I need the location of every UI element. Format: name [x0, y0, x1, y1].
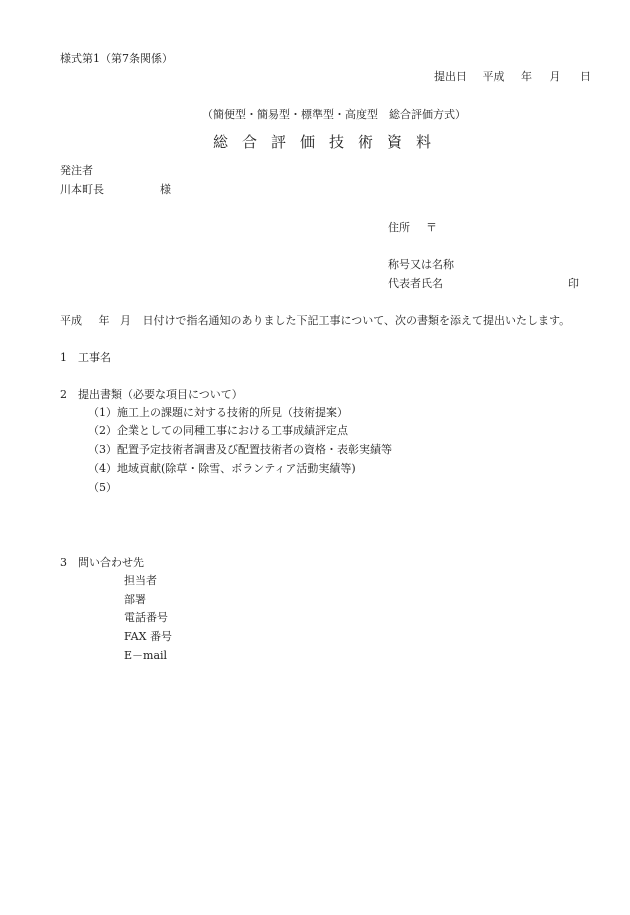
intro-year: 年 — [98, 314, 110, 327]
intro-era: 平成 — [60, 314, 82, 327]
intro-month: 月 — [120, 314, 131, 327]
client-label: 発注者 — [60, 164, 93, 177]
submission-date-day: 日 — [580, 70, 591, 83]
contact-item: FAX 番号 — [124, 630, 172, 643]
client-name: 川本町長 — [60, 183, 104, 196]
submission-date-year: 年 — [521, 70, 532, 83]
seal-mark: 印 — [568, 277, 579, 290]
contact-item: 電話番号 — [124, 611, 168, 624]
list-item: （1）施工上の課題に対する技術的所見（技術提案） — [88, 406, 348, 419]
page-title: 総合評価技術資料 — [213, 133, 446, 151]
intro-text: 日付けで指名通知のありました下記工事について、次の書類を添えて提出いたします。 — [142, 314, 571, 327]
postal-mark: 〒 — [426, 221, 437, 234]
form-number: 様式第1（第7条関係） — [60, 52, 173, 65]
intro-paragraph — [60, 315, 570, 326]
section-2-heading: 2 提出書類（必要な項目について） — [60, 388, 243, 401]
list-item: （5） — [88, 481, 117, 494]
submission-date-month: 月 — [549, 70, 561, 83]
company-name-label: 称号又は名称 — [388, 258, 454, 271]
subtitle: （簡便型・簡易型・標準型・高度型 総合評価方式） — [202, 108, 466, 121]
contact-item: 部署 — [124, 593, 146, 606]
submission-date-label: 提出日 — [434, 70, 467, 83]
section-1-heading: 1 工事名 — [60, 351, 111, 364]
section-3-heading: 3 問い合わせ先 — [60, 556, 144, 569]
client-honorific: 様 — [160, 183, 171, 196]
list-item: （2）企業としての同種工事における工事成績評定点 — [88, 424, 348, 437]
contact-item: 担当者 — [124, 574, 157, 587]
submission-date — [434, 71, 591, 82]
representative-label: 代表者氏名 — [388, 277, 443, 290]
list-item: （4）地域貢献(除草・除雪、ボランティア活動実績等) — [88, 462, 356, 475]
submission-date-era: 平成 — [482, 70, 505, 83]
list-item: （3）配置予定技術者調書及び配置技術者の資格・表彰実績等 — [88, 443, 392, 456]
address-label: 住所 — [388, 221, 410, 234]
contact-item: E－mail — [124, 649, 168, 662]
